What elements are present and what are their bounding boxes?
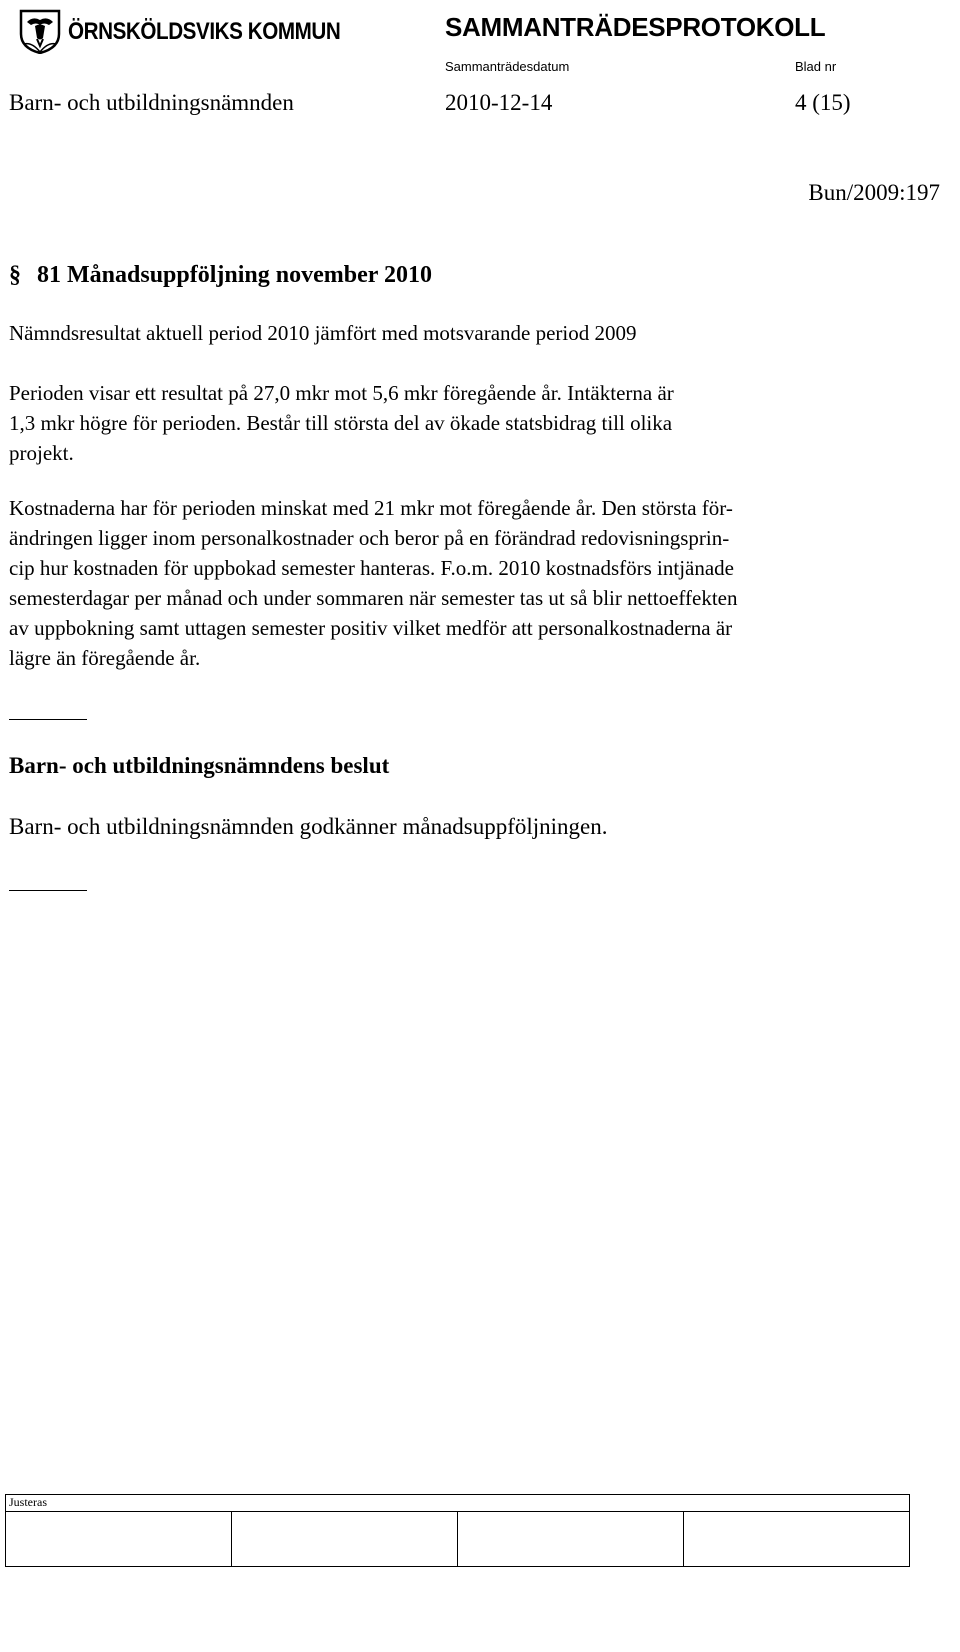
municipality-logo — [18, 8, 341, 54]
signature-cell — [458, 1512, 684, 1567]
section-divider — [9, 719, 87, 720]
justeras-signature-table — [5, 1494, 910, 1567]
document-type: SAMMANTRÄDESPROTOKOLL — [445, 12, 826, 42]
section-symbol: § — [9, 262, 21, 288]
case-reference: Bun/2009:197 — [808, 180, 940, 205]
text-line: ändringen ligger inom personalkostnader och beror på en förändrad redovisningsprin- — [9, 526, 730, 550]
text-line: Kostnaderna har för perioden minskat med 21 mkr mot föregående år. Den största för- — [9, 496, 733, 520]
coat-of-arms-icon — [18, 8, 62, 54]
text-line: lägre än föregående år. — [9, 646, 201, 670]
signature-cell — [684, 1512, 910, 1567]
page-number-label: Blad nr — [795, 59, 837, 74]
decision-text: Barn- och utbildningsnämnden godkänner månadsuppföljningen. — [9, 814, 608, 839]
paragraph-result — [9, 378, 674, 468]
meeting-date-label: Sammanträdesdatum — [445, 59, 570, 74]
text-line: 1,3 mkr högre för perioden. Består till största del av ökade statsbidrag till olika — [9, 411, 673, 435]
text-line: projekt. — [9, 441, 74, 465]
decision-heading: Barn- och utbildningsnämndens beslut — [9, 753, 390, 778]
text-line: semesterdagar per månad och under sommaren när semester tas ut så blir nettoeffekten — [9, 586, 738, 610]
paragraph-costs — [9, 493, 939, 673]
section-divider — [9, 890, 87, 891]
text-line: av uppbokning samt uttagen semester positiv vilket medför att personalkostnaderna är — [9, 616, 733, 640]
logo-text: ÖRNSKÖLDSVIKS KOMMUN — [68, 18, 341, 45]
justeras-label: Justeras — [6, 1495, 910, 1512]
text-line: cip hur kostnaden för uppbokad semester hanteras. F.o.m. 2010 kostnadsförs intjänade — [9, 556, 734, 580]
signature-cell — [232, 1512, 458, 1567]
section-heading — [9, 262, 432, 289]
board-name: Barn- och utbildningsnämnden — [9, 90, 294, 115]
text-line: Perioden visar ett resultat på 27,0 mkr mot 5,6 mkr föregående år. Intäkterna är — [9, 381, 674, 405]
section-title: 81 Månadsuppföljning november 2010 — [37, 262, 432, 288]
paragraph-period-comparison: Nämndsresultat aktuell period 2010 jämfört med motsvarande period 2009 — [9, 321, 637, 345]
signature-cell — [6, 1512, 232, 1567]
page-number: 4 (15) — [795, 90, 851, 115]
meeting-date: 2010-12-14 — [445, 90, 553, 115]
